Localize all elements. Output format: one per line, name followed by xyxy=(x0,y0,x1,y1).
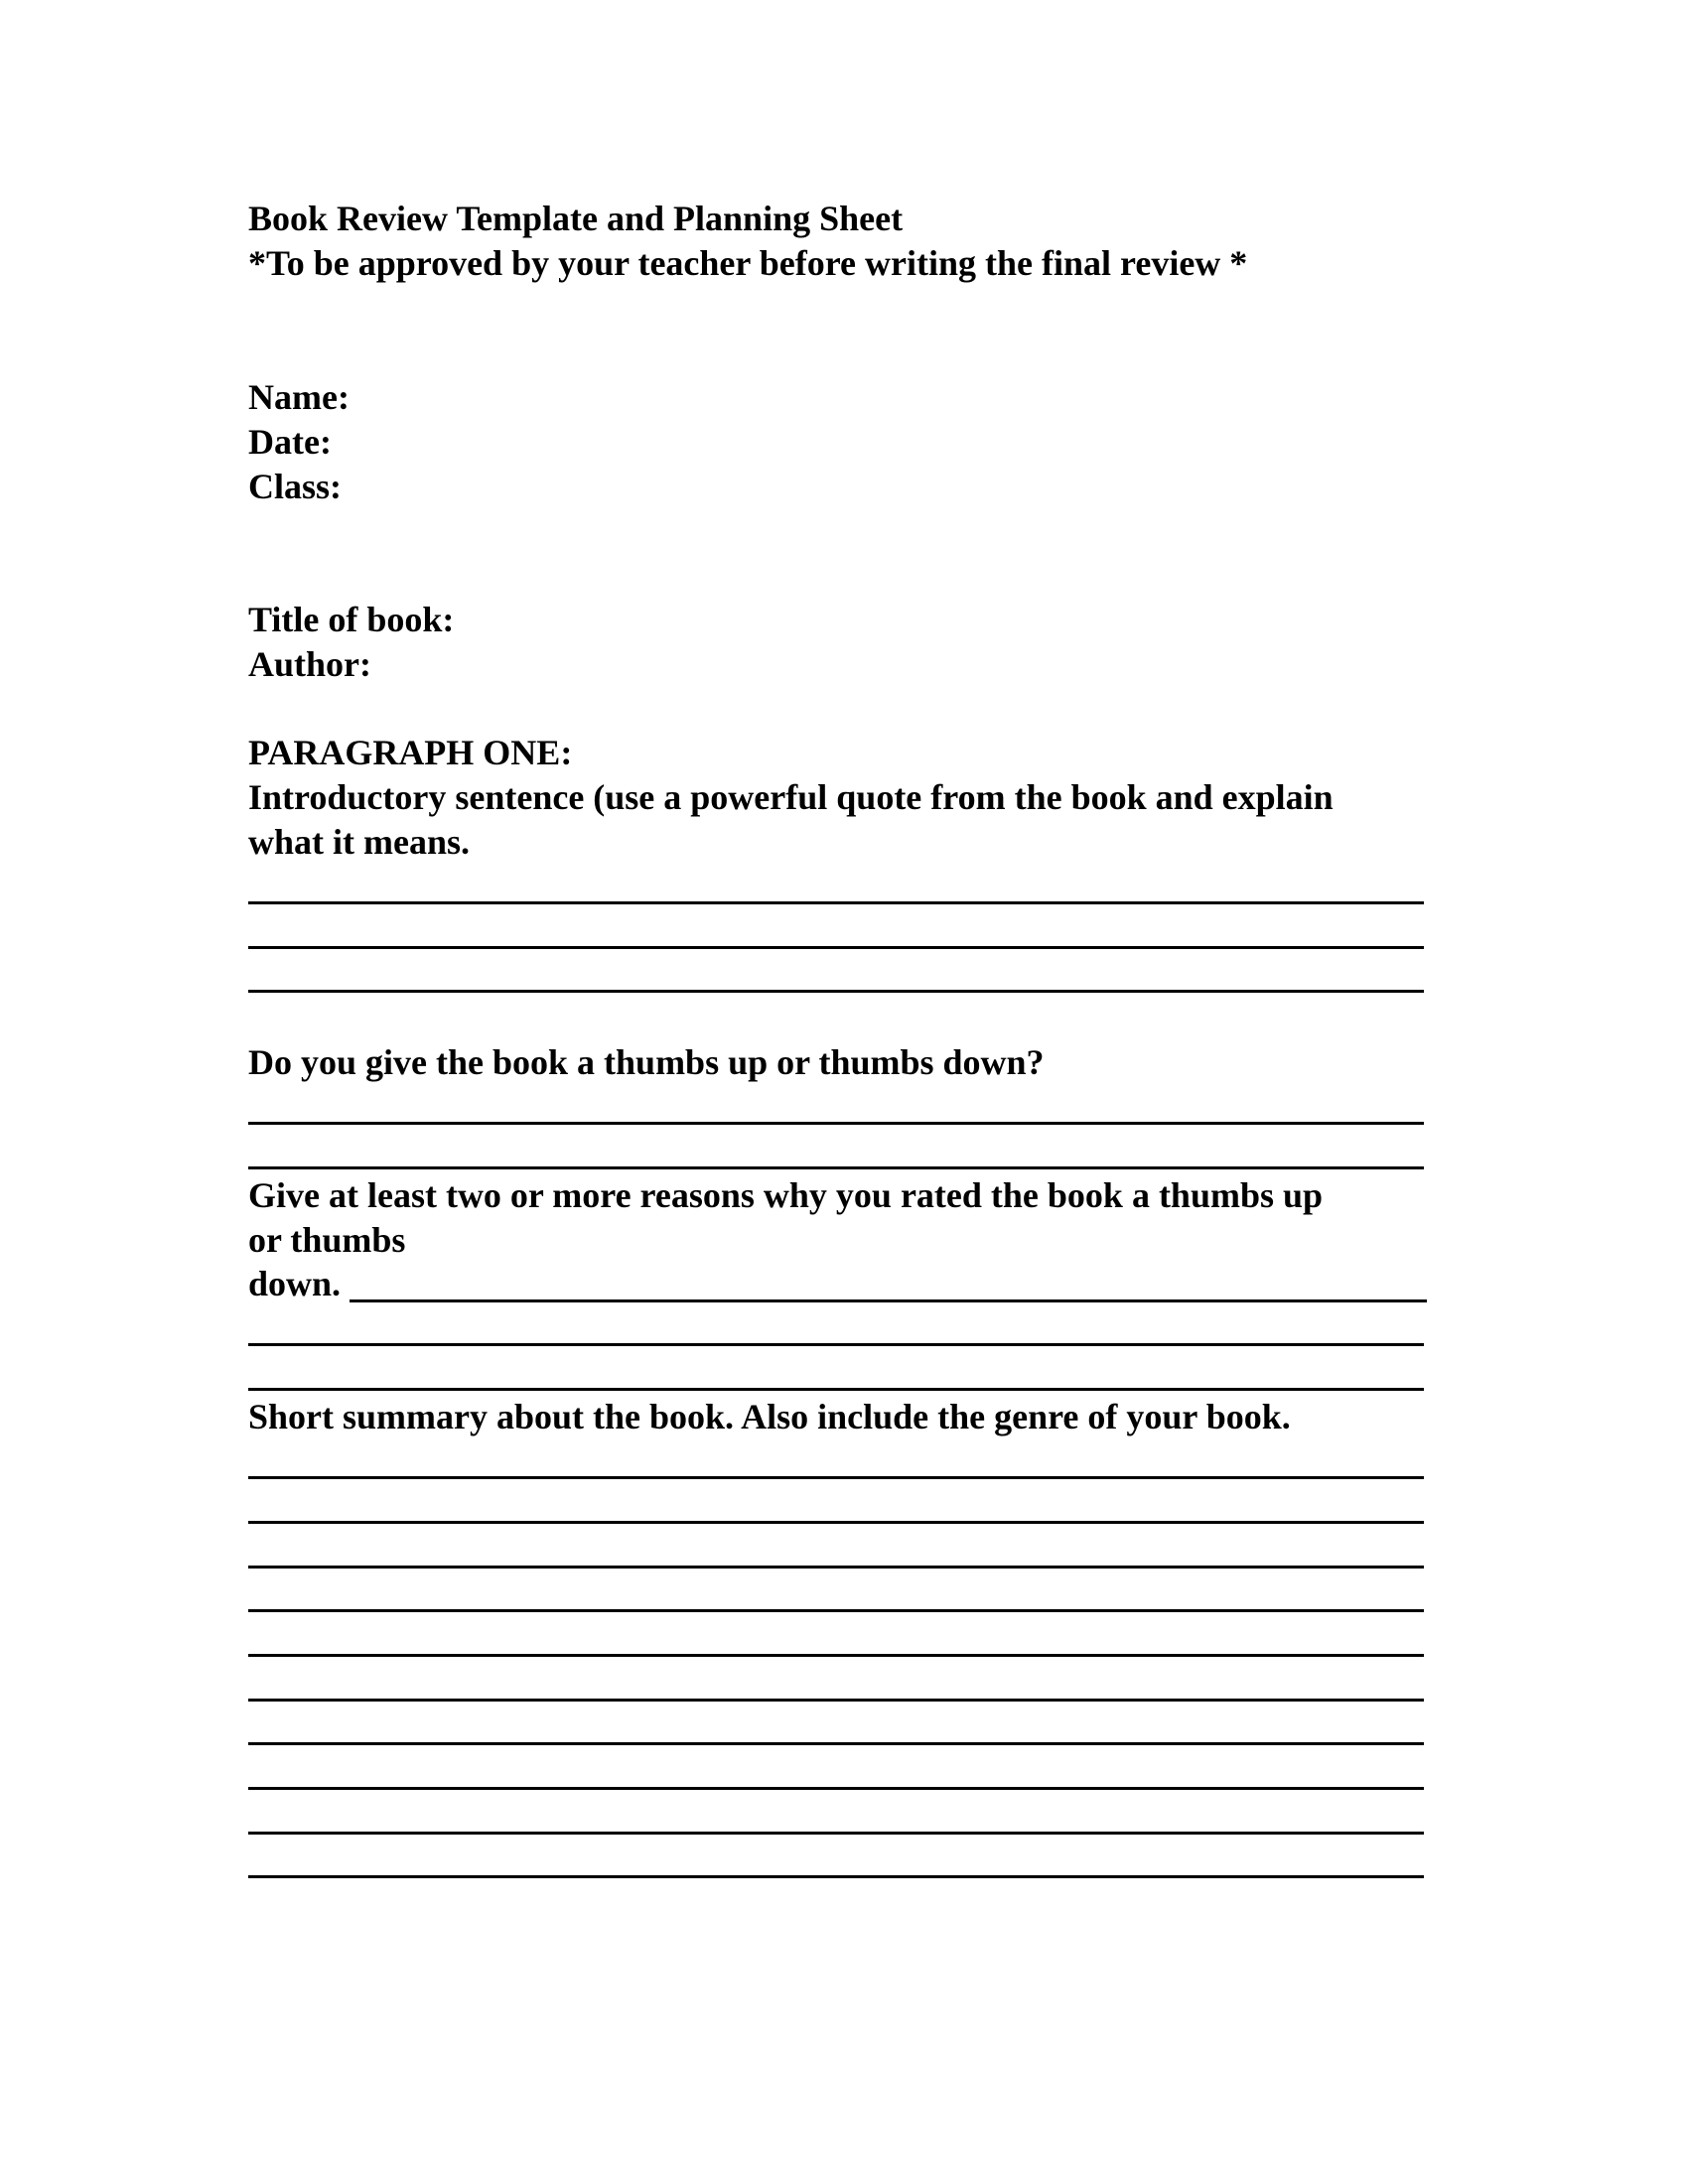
worksheet-title: Book Review Template and Planning Sheet xyxy=(248,199,904,238)
answer-line[interactable] xyxy=(248,1343,1424,1346)
answer-line[interactable] xyxy=(248,1832,1424,1835)
name-label: Name: xyxy=(248,377,350,417)
answer-line[interactable] xyxy=(248,1521,1424,1524)
answer-line[interactable] xyxy=(248,1875,1424,1878)
book-title-label: Title of book: xyxy=(248,600,455,639)
intro-prompt-line-1: Introductory sentence (use a powerful quote from the book and explain xyxy=(248,777,1334,817)
answer-line[interactable] xyxy=(248,1699,1424,1702)
rating-question: Do you give the book a thumbs up or thumbs down? xyxy=(248,1042,1045,1082)
answer-line[interactable] xyxy=(350,1299,1427,1302)
answer-line[interactable] xyxy=(248,1566,1424,1569)
answer-line[interactable] xyxy=(248,901,1424,904)
approval-note: *To be approved by your teacher before writing the final review * xyxy=(248,243,1248,283)
answer-line[interactable] xyxy=(248,990,1424,993)
reasons-prompt-line-3: down. xyxy=(248,1264,342,1303)
answer-line[interactable] xyxy=(248,1654,1424,1657)
answer-line[interactable] xyxy=(248,1476,1424,1479)
answer-line[interactable] xyxy=(248,1122,1424,1125)
intro-prompt-line-2: what it means. xyxy=(248,822,470,862)
reasons-prompt-line-2: or thumbs xyxy=(248,1220,406,1260)
class-label: Class: xyxy=(248,467,343,506)
answer-line[interactable] xyxy=(248,1742,1424,1745)
answer-line[interactable] xyxy=(248,946,1424,949)
answer-line[interactable] xyxy=(248,1166,1424,1169)
answer-line[interactable] xyxy=(248,1388,1424,1391)
paragraph-one-heading: PARAGRAPH ONE: xyxy=(248,733,573,772)
date-label: Date: xyxy=(248,422,332,462)
reasons-prompt-line-1: Give at least two or more reasons why you rated the book a thumbs up xyxy=(248,1175,1324,1215)
answer-line[interactable] xyxy=(248,1609,1424,1612)
summary-prompt: Short summary about the book. Also include the genre of your book. xyxy=(248,1397,1291,1436)
answer-line[interactable] xyxy=(248,1787,1424,1790)
author-label: Author: xyxy=(248,644,371,684)
